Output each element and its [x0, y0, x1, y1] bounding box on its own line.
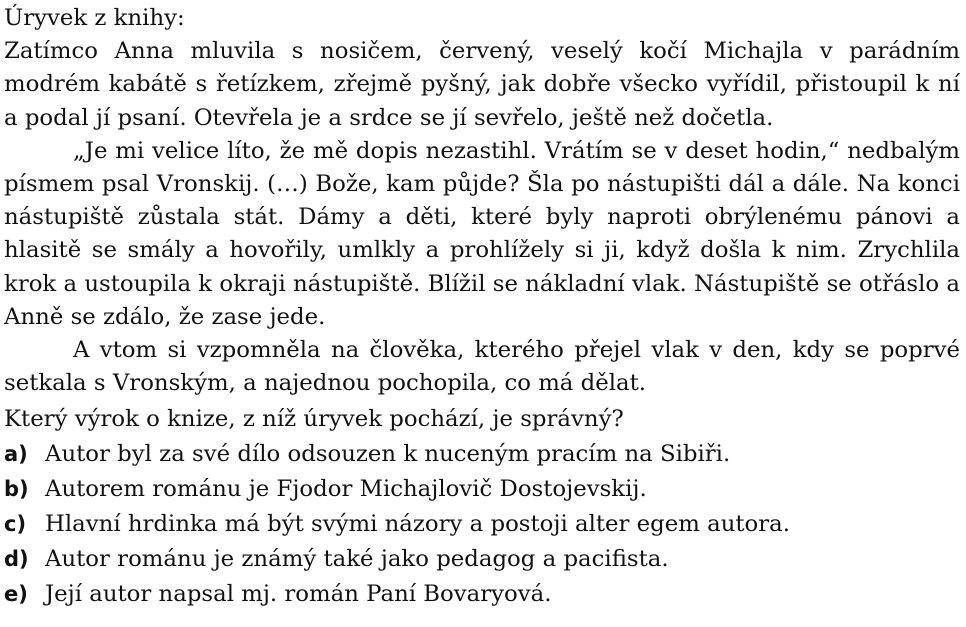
option-letter: b)	[4, 476, 29, 501]
option-text: Hlavní hrdinka má být svými názory a postoji alter egem autora.	[45, 510, 790, 537]
option-text: Autorem románu je Fjodor Michajlovič Dostojevskij.	[45, 475, 647, 502]
answer-option-e[interactable]	[4, 577, 960, 612]
answer-option-d[interactable]	[4, 542, 960, 577]
question-text: Který výrok o knize, z níž úryvek pochází, je správný?	[4, 406, 624, 433]
option-letter: a)	[4, 441, 28, 466]
option-text: Autor románu je známý také jako pedagog a pacifista.	[45, 545, 669, 572]
option-letter: e)	[4, 581, 28, 606]
option-text: Její autor napsal mj. román Paní Bovaryová.	[45, 580, 552, 607]
answer-option-b[interactable]	[4, 472, 960, 507]
excerpt-paragraph-1: Zatímco Anna mluvila s nosičem, červený, veselý kočí Michajla v parádním modrém kabátě s řetízkem, zřejmě pyšný, jak dobře všecko vyřídil, přistoupil k ní a podal jí psaní. Otevřela je a srdce se jí sevřelo, ještě než dočetla.	[4, 38, 960, 131]
option-text: Autor byl za své dílo odsouzen k nuceným pracím na Sibiři.	[45, 440, 731, 467]
answer-options	[4, 437, 960, 612]
option-letter: c)	[4, 511, 27, 536]
excerpt-heading: Úryvek z knihy:	[4, 5, 185, 31]
excerpt-text	[4, 35, 960, 400]
excerpt-paragraph-3: A vtom si vzpomněla na člověka, kterého přejel vlak v den, kdy se poprvé setkala s Vronským, a najednou pochopila, co má dělat.	[4, 337, 960, 397]
answer-option-c[interactable]	[4, 507, 960, 542]
option-letter: d)	[4, 546, 29, 571]
excerpt-paragraph-2: „Je mi velice líto, že mě dopis nezastihl. Vrátím se v deset hodin,“ nedbalým písmem psal Vronskij. (…) Bože, kam půjde? Šla po nástupišti dál a dále. Na konci nástupiště zůstala stát. Dámy a děti, které byly naproti obrýlenému pánovi a hlasitě se smály a hovořily, umlkly a prohlížely si ji, když došla k nim. Zrychlila krok a ustoupila k okraji nástupiště. Blížil se nákladní vlak. Nástupiště se otřáslo a Anně se zdálo, že zase jede.	[4, 137, 960, 330]
answer-option-a[interactable]	[4, 437, 960, 472]
